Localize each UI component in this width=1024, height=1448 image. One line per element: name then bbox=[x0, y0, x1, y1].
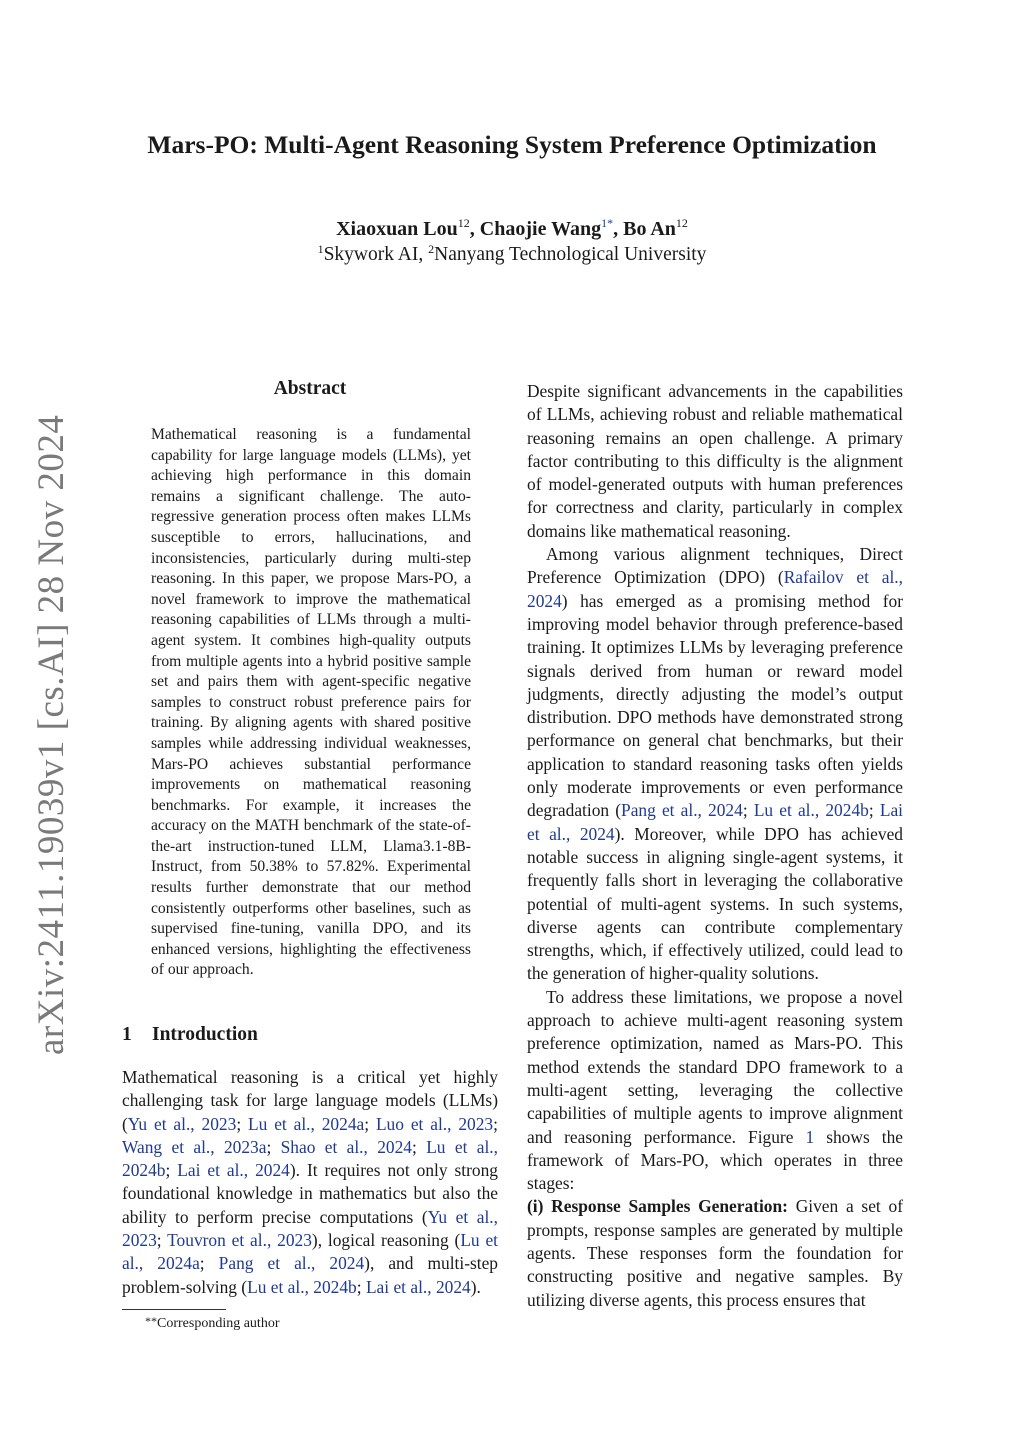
abstract-body: Mathematical reasoning is a fundamental capability for large language models (LLMs), yet achieving high performance in this domain remains a significant challenge. The auto-regressive generation process often makes LLMs susceptible to errors, hallucinations, and inconsistencies, particularly during multi-step reasoning. In this paper, we propose Mars-PO, a novel framework to improve the mathematical reasoning capabilities of LLMs through a multi-agent system. It combines high-quality outputs from multiple agents into a hybrid positive sample set and pairs them with agent-specific negative samples to construct robust preference pairs for training. By aligning agents with shared positive samples while addressing individual weaknesses, Mars-PO achieves substantial performance improvements on mathematical reasoning benchmarks. For example, it increases the accuracy on the MATH benchmark of the state-of-the-art instruction-tuned LLM, Llama3.1-8B-Instruct, from 50.38% to 57.82%. Experimental results further demonstrate that our method consistently outperforms other baselines, such as supervised fine-tuning, vanilla DPO, and its enhanced versions, highlighting the effectiveness of our approach. bbox=[151, 426, 471, 979]
paper-title: Mars-PO: Multi-Agent Reasoning System Preference Optimization bbox=[147, 130, 877, 159]
body-paragraph: (i) Response Samples Generation: Given a set of prompts, response samples are generated by multiple agents. These responses form the foundation for constructing positive and negative samples. By utilizing diverse agents, this process ensures that bbox=[527, 1196, 903, 1310]
arxiv-sidebar-stamp: arXiv:2411.19039v1 [cs.AI] 28 Nov 2024 bbox=[31, 414, 72, 1055]
author-affiliation-mark[interactable]: 1* bbox=[601, 216, 614, 230]
author-separator: , bbox=[469, 218, 480, 240]
author-separator: , bbox=[613, 218, 624, 240]
citation-link[interactable]: Yu et al., 2023 bbox=[122, 1206, 498, 1251]
citation-link[interactable]: Yu et al., 2023 bbox=[127, 1113, 237, 1134]
citation-link[interactable]: Pang et al., 2024 bbox=[621, 800, 743, 821]
citation-link[interactable]: Touvron et al., 2023 bbox=[167, 1230, 312, 1251]
affiliation-mark: 1 bbox=[317, 242, 324, 256]
affiliation-mark: 2 bbox=[428, 242, 435, 256]
citation-link[interactable]: Pang et al., 2024 bbox=[218, 1253, 365, 1274]
citation-link[interactable]: Shao et al., 2024 bbox=[280, 1136, 413, 1157]
footnote-divider bbox=[122, 1309, 226, 1310]
section-heading-introduction bbox=[122, 1024, 258, 1046]
citation-link[interactable]: Lu et al., 2024b bbox=[122, 1136, 498, 1181]
citation-link[interactable]: Lu et al., 2024a bbox=[248, 1113, 365, 1134]
citation-link[interactable]: Lai et al., 2024 bbox=[177, 1160, 290, 1181]
author-affiliation-mark: 12 bbox=[457, 216, 470, 230]
right-column bbox=[527, 380, 903, 1312]
citation-link[interactable]: Lai et al., 2024 bbox=[365, 1276, 471, 1297]
citation-link[interactable]: Lu et al., 2024b bbox=[247, 1276, 357, 1297]
author-name: Xiaoxuan Lou bbox=[336, 218, 458, 240]
citation-link[interactable]: Rafailov et al., 2024 bbox=[527, 567, 904, 611]
affiliation-name: Skywork AI, bbox=[323, 244, 429, 265]
section-title: Introduction bbox=[152, 1024, 258, 1045]
bold-run-in-heading: (i) Response Samples Generation: bbox=[527, 1196, 788, 1217]
body-paragraph: Despite significant advancements in the capabilities of LLMs, achieving robust and reliable mathematical reasoning remains an open challenge. A primary factor contributing to this difficulty is the alignment of model-generated outputs with human preferences for correctness and clarity, particularly in complex domains like mathematical reasoning. bbox=[527, 381, 903, 541]
citation-link[interactable]: Luo et al., 2023 bbox=[375, 1113, 494, 1134]
citation-link[interactable]: Lu et al., 2024b bbox=[753, 800, 869, 821]
citation-link[interactable]: Lu et al., 2024a bbox=[122, 1230, 499, 1274]
author-name: Chaojie Wang bbox=[479, 218, 602, 240]
author-list bbox=[0, 218, 1024, 241]
author-name: Bo An bbox=[623, 218, 676, 240]
intro-paragraph: Mathematical reasoning is a critical yet highly challenging task for large language models (LLMs) (Yu et al., 2023; Lu et al., 2024a; Luo et al., 2023; Wang et al., 2023a; Shao et al., 2024; Lu et al., 2024b; Lai et al., 2024). It requires not only strong foundational knowledge in mathematics but also the ability to perform precise computations (Yu et al., 2023; Touvron et al., 2023), logical reasoning (Lu et al., 2024a; Pang et al., 2024), and multi-step problem-solving (Lu et al., 2024b; Lai et al., 2024). bbox=[122, 1067, 499, 1297]
section-number: 1 bbox=[122, 1024, 132, 1045]
footnote-mark: ** bbox=[145, 1314, 157, 1328]
footnote-text: Corresponding author bbox=[157, 1316, 280, 1331]
citation-link[interactable]: Wang et al., 2023a bbox=[122, 1136, 267, 1157]
affiliation-name: Nanyang Technological University bbox=[434, 244, 707, 265]
affiliations bbox=[0, 244, 1024, 266]
author-affiliation-mark: 12 bbox=[675, 216, 688, 230]
body-paragraph: Among various alignment techniques, Direct Preference Optimization (DPO) (Rafailov et al., 2024) has emerged as a promising method for improving model behavior through preference-based training. It optimizes LLMs by leveraging preference signals derived from human or reward model judgments, directly adjusting the model’s output distribution. DPO methods have demonstrated strong performance on general chat benchmarks, but their application to standard reasoning tasks often yields only moderate improvements or even performance degradation (Pang et al., 2024; Lu et al., 2024b; Lai et al., 2024). Moreover, while DPO has achieved notable success in aligning single-agent systems, it frequently falls short in leveraging the collaborative potential of multi-agent systems. In such systems, diverse agents can contribute complementary strengths, which, if effectively utilized, could lead to the generation of higher-quality solutions. bbox=[527, 544, 904, 984]
footnote bbox=[145, 1316, 279, 1332]
body-paragraph: To address these limitations, we propose a novel approach to achieve multi-agent reasoning system preference optimization, named as Mars-PO. This method extends the standard DPO framework to a multi-agent setting, leveraging the collective capabilities of multiple agents to improve alignment and reasoning performance. Figure 1 shows the framework of Mars-PO, which operates in three stages: bbox=[527, 986, 903, 1194]
citation-link[interactable]: 1 bbox=[805, 1126, 815, 1147]
citation-link[interactable]: Lai et al., 2024 bbox=[527, 800, 904, 844]
abstract-heading: Abstract bbox=[273, 378, 347, 399]
